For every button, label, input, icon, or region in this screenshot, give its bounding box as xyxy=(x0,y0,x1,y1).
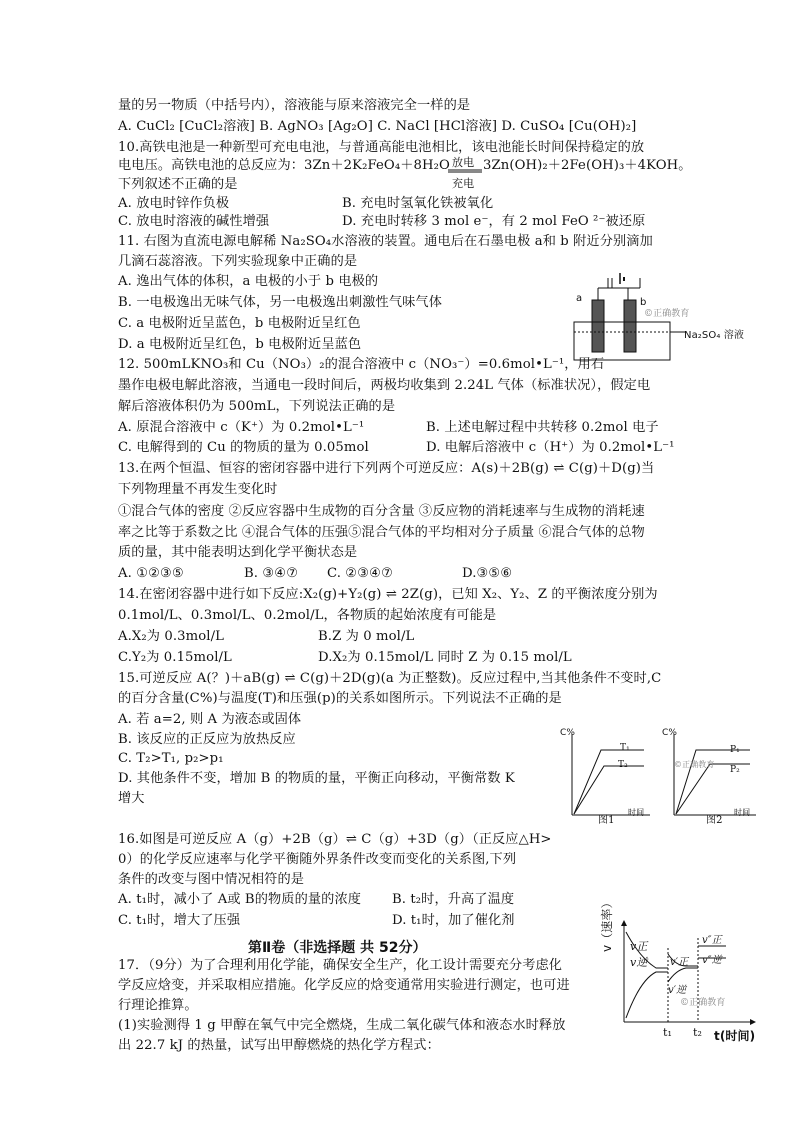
text-line: 0.1mol/L、0.3mol/L、0.2mol/L，各物质的起始浓度有可能是 xyxy=(118,608,497,623)
text-line: C. t₁时，增大了压强 xyxy=(118,913,241,928)
text-line: 率之比等于系数之比 ④混合气体的压强⑤混合气体的平均相对分子质量 ⑥混合气体的总物 xyxy=(118,525,645,540)
text-line: B. t₂时，升高了温度 xyxy=(392,892,515,907)
text-line: A. 逸出气体的体积，a 电极的小于 b 电极的 xyxy=(118,274,379,289)
rate-t1: t₁ xyxy=(663,1026,673,1039)
text-line: D.③⑤⑥ xyxy=(462,566,513,581)
text-line: A. t₁时，减小了 A或 B的物质的量的浓度 xyxy=(118,892,362,907)
text-line: 的百分含量(C%)与温度(T)和压强(p)的关系如图所示。下列说法不正确的是 xyxy=(118,691,562,706)
text-line: 几滴石蕊溶液。下列实验现象中正确的是 xyxy=(118,254,358,269)
text-line: ①混合气体的密度 ②反应容器中生成物的百分含量 ③反应物的消耗速率与生成物的消耗速 xyxy=(118,504,645,519)
text-line: 墨作电极电解此溶液，当通电一段时间后，两极均收集到 2.24L 气体（标准状况），假定电 xyxy=(118,378,651,393)
fig2-xlabel: 时间 xyxy=(734,808,751,817)
solution-label: Na₂SO₄ 溶液 xyxy=(684,330,744,341)
rate-v-reverse: v逆 xyxy=(630,956,648,969)
watermark: ©正确教育 xyxy=(644,309,690,319)
text-line: B. 上述电解过程中共转移 0.2mol 电子 xyxy=(426,420,659,435)
fig1-xlabel: 时间 xyxy=(628,808,645,817)
text-line: 解后溶液体积仍为 500mL，下列说法正确的是 xyxy=(118,399,396,414)
text-line: 17．（9分）为了合理利用化学能，确保安全生产，化工设计需要充分考虑化 xyxy=(118,958,563,973)
text-line: A. CuCl₂ [CuCl₂溶液] B. AgNO₃ [Ag₂O] C. NaCl [HCl溶液] D. CuSO₄ [Cu(OH)₂] xyxy=(118,119,637,134)
text-line: 下列叙述不正确的是 xyxy=(118,177,238,192)
text-line: A. ①②③⑤ xyxy=(118,566,184,581)
text-line: A. 原混合溶液中 c（K⁺）为 0.2mol•L⁻¹ xyxy=(118,420,365,435)
text-line: C. a 电极附近呈蓝色，b 电极附近呈红色 xyxy=(118,316,361,331)
watermark: ©正确教育 xyxy=(680,998,726,1008)
text-line: C. 放电时溶液的碱性增强 xyxy=(118,214,270,229)
fig2-ylabel: C% xyxy=(662,728,678,738)
arrow-label-top: 放电 xyxy=(452,156,475,169)
text-line: 11. 右图为直流电源电解稀 Na₂SO₄水溶液的装置。通电后在石墨电极 a和 b 附近分别滴加 xyxy=(118,234,653,249)
fig1-series-2: T₂ xyxy=(618,760,628,770)
text-line: C. ②③④⑦ xyxy=(327,566,393,581)
text-line: 量的另一物质（中括号内），溶液能与原来溶液完全一样的是 xyxy=(118,98,471,113)
text-line: C.Y₂为 0.15mol/L xyxy=(118,650,232,665)
rate-xlabel: t(时间) xyxy=(714,1029,756,1043)
text-line: D. 其他条件不变，增加 B 的物质的量，平衡正向移动，平衡常数 K xyxy=(118,771,515,786)
rate-v1-forward: v′正 xyxy=(670,957,689,968)
rate-v1-reverse: v′逆 xyxy=(668,985,687,996)
rate-t2: t₂ xyxy=(693,1026,703,1039)
text-line: 3Zn(OH)₂＋2Fe(OH)₃＋4KOH。 xyxy=(483,158,692,173)
watermark: ©正确教育 xyxy=(674,760,715,769)
text-line: 下列物理量不再发生变化时 xyxy=(118,482,278,497)
text-line: 15.可逆反应 A(？)＋aB(g) ⇌ C(g)＋2D(g)(a 为正整数)。反应过程中,当其他条件不变时,C xyxy=(118,671,662,686)
text-line: C. 电解得到的 Cu 的物质的量为 0.05mol xyxy=(118,440,369,455)
fig2-series-2: P₂ xyxy=(730,765,740,775)
rate-v2-reverse: v″逆 xyxy=(702,955,722,966)
text-line: D. 充电时转移 3 mol e⁻，有 2 mol FeO ²⁻被还原 xyxy=(342,214,646,229)
text-line: B. 充电时氢氧化铁被氧化 xyxy=(342,196,494,211)
text-line: 电电压。高铁电池的总反应为：3Zn＋2K₂FeO₄＋8H₂O xyxy=(118,158,450,173)
fig2-series-1: P₁ xyxy=(730,745,740,755)
text-line: 出 22.7 kJ 的热量，试写出甲醇燃烧的热化学方程式： xyxy=(118,1038,440,1053)
electrode-b-label: b xyxy=(640,297,647,308)
arrow-label-bottom: 充电 xyxy=(452,177,475,190)
text-line: C. T₂>T₁, p₂>p₁ xyxy=(118,751,224,766)
text-line: D. a 电极附近呈红色，b 电极附近呈蓝色 xyxy=(118,337,362,352)
text-line: B. 一电极逸出无味气体，另一电极逸出刺激性气味气体 xyxy=(118,295,442,310)
rate-graph xyxy=(610,918,760,1038)
text-line: B. ③④⑦ xyxy=(244,566,299,581)
text-line: A. 放电时锌作负极 xyxy=(118,196,230,211)
rate-v2-forward: v″正 xyxy=(702,935,722,946)
text-line: B.Z 为 0 mol/L xyxy=(318,629,415,644)
electrode-a-label: a xyxy=(576,293,583,304)
text-line: 14.在密闭容器中进行如下反应:X₂(g)+Y₂(g) ⇌ 2Z(g)，已知 X₂、Y₂、Z 的平衡浓度分别为 xyxy=(118,587,658,602)
text-line: 增大 xyxy=(118,791,145,806)
text-line: D. 电解后溶液中 c（H⁺）为 0.2mol•L⁻¹ xyxy=(426,440,675,455)
text-line: 条件的改变与图中情况相符的是 xyxy=(118,872,305,887)
text-line: 12. 500mLKNO₃和 Cu（NO₃）₂的混合溶液中 c（NO₃⁻）=0.6mol•L⁻¹，用石 xyxy=(118,357,605,372)
fig1-ylabel: C% xyxy=(560,728,576,738)
rate-v-forward: v正 xyxy=(630,940,648,953)
fig2-caption: 图2 xyxy=(706,815,723,826)
text-line: 0）的化学反应速率与化学平衡随外界条件改变而变化的关系图,下列 xyxy=(118,852,517,867)
text-line: 10.高铁电池是一种新型可充电电池，与普通高能电池相比，该电池能长时间保持稳定的放 xyxy=(118,140,645,155)
fig1-caption: 图1 xyxy=(598,815,615,826)
text-line: 13.在两个恒温、恒容的密闭容器中进行下列两个可逆反应：A(s)＋2B(g) ⇌ C(g)＋D(g)当 xyxy=(118,461,655,476)
text-line: A. 若 a=2, 则 A 为液态或固体 xyxy=(118,712,302,727)
text-line: 行理论推算。 xyxy=(118,998,198,1013)
text-line: A.X₂为 0.3mol/L xyxy=(118,629,225,644)
text-line: 质的量，其中能表明达到化学平衡状态是 xyxy=(118,545,358,560)
rate-ylabel: v（速率） xyxy=(600,896,614,952)
text-line: 16.如图是可逆反应 A（g）+2B（g）⇌ C（g）+3D（g）（正反应△H> xyxy=(118,832,552,847)
text-line: 学反应焓变，并采取相应措施。化学反应的焓变通常用实验进行测定，也可进 xyxy=(118,978,570,993)
text-line: D.X₂为 0.15mol/L 同时 Z 为 0.15 mol/L xyxy=(318,650,572,665)
text-line: D. t₁时，加了催化剂 xyxy=(392,913,515,928)
section-heading: 第Ⅱ卷（非选择题 共 52分） xyxy=(248,940,427,956)
text-line: (1)实验测得 1 g 甲醇在氧气中完全燃烧，生成二氧化碳气体和液态水时释放 xyxy=(118,1018,566,1033)
text-line: B. 该反应的正反应为放热反应 xyxy=(118,732,296,747)
fig1-series-1: T₁ xyxy=(620,743,630,753)
